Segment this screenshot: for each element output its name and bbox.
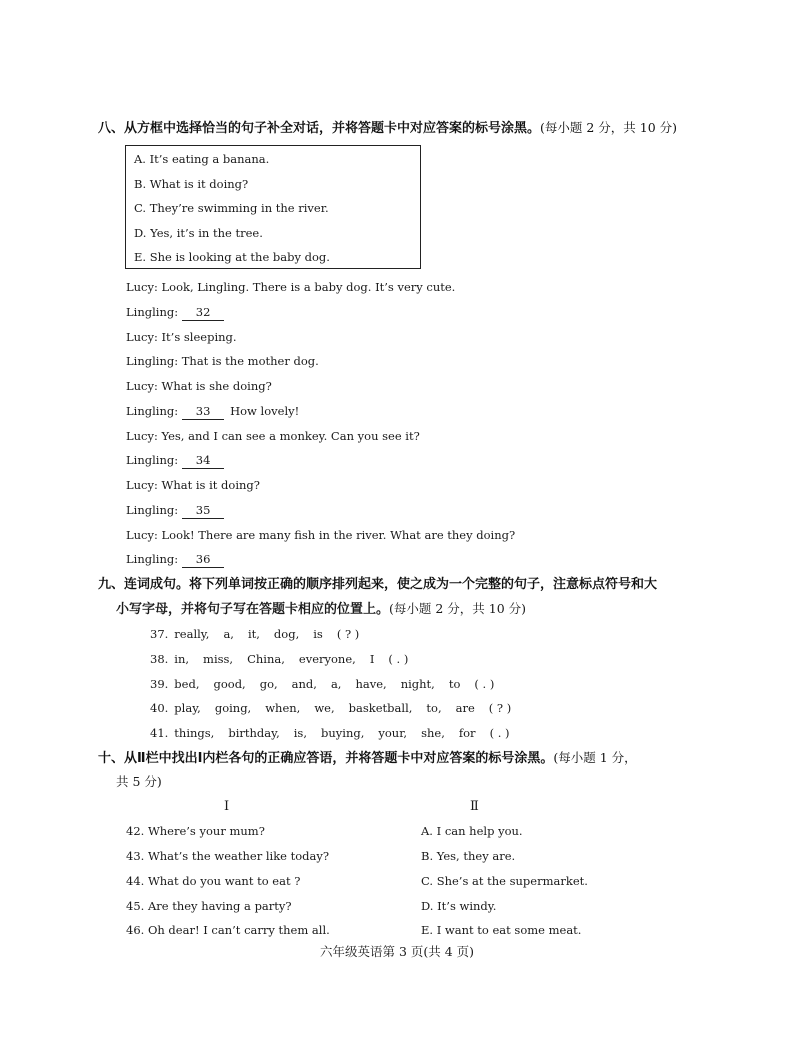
column-1-header: Ⅰ (224, 799, 230, 814)
section8-title: 八、从方框中选择恰当的句子补全对话，并将答题卡中对应答案的标号涂黑。 (98, 121, 541, 136)
word: are (455, 701, 475, 715)
dialogue-after: How lovely! (230, 404, 300, 418)
word: we, (314, 701, 335, 715)
word: basketball, (348, 701, 413, 715)
word: China, (247, 652, 285, 666)
dialogue-line (126, 401, 299, 421)
word: is (313, 627, 323, 641)
section9-title-line2: 小写字母，并将句子写在答题卡相应的位置上。 (116, 602, 390, 617)
section10-note-line1: (每小题 1 分， (553, 750, 637, 765)
answer-blank-36[interactable]: 36 (182, 551, 224, 568)
option-a: A. It’s eating a banana. (134, 152, 270, 166)
option-d: D. Yes, it’s in the tree. (134, 226, 263, 240)
question-39 (150, 674, 508, 694)
dialogue-line (126, 549, 224, 569)
section8-heading (98, 116, 677, 141)
answer-blank-32[interactable]: 32 (182, 304, 224, 321)
match-answer-e: E. I want to eat some meat. (421, 923, 582, 937)
question-number: 41. (150, 726, 169, 740)
dialogue-text: Lucy: What is she doing? (126, 379, 272, 393)
match-question-44: 44. What do you want to eat ? (126, 874, 301, 888)
section10-heading-cont (116, 770, 162, 795)
word: for (458, 726, 476, 740)
dialogue-line (126, 426, 420, 446)
section10-note-line2: 共 5 分) (116, 774, 162, 789)
word: night, (400, 677, 435, 691)
word: going, (214, 701, 252, 715)
dialogue-text: Lucy: Look! There are many fish in the river. What are they doing? (126, 528, 516, 542)
dialogue-line (126, 277, 455, 297)
word: is, (293, 726, 307, 740)
dialogue-text: Lingling: (126, 305, 179, 319)
question-number: 40. (150, 701, 169, 715)
section9-heading-cont (116, 597, 526, 622)
section10-title: 十、从Ⅱ栏中找出Ⅰ内栏各句的正确应答语，并将答题卡中对应答案的标号涂黑。 (98, 751, 554, 766)
punctuation: ( ? ) (488, 701, 512, 715)
dialogue-line (126, 376, 272, 396)
question-37 (150, 624, 373, 644)
word: good, (213, 677, 246, 691)
punctuation: ( . ) (489, 726, 510, 740)
dialogue-line (126, 327, 237, 347)
word: miss, (203, 652, 234, 666)
match-answer-a: A. I can help you. (421, 824, 523, 838)
match-answer-d: D. It’s windy. (421, 899, 497, 913)
word: she, (421, 726, 445, 740)
dialogue-line (126, 475, 260, 495)
section10-heading (98, 746, 637, 771)
question-number: 37. (150, 627, 169, 641)
option-e: E. She is looking at the baby dog. (134, 250, 330, 264)
word: buying, (321, 726, 365, 740)
dialogue-text: Lucy: What is it doing? (126, 478, 260, 492)
answer-blank-34[interactable]: 34 (182, 452, 224, 469)
dialogue-text: Lucy: Yes, and I can see a monkey. Can you see it? (126, 429, 420, 443)
section8-note: (每小题 2 分，共 10 分) (540, 120, 678, 135)
option-box (125, 145, 421, 269)
word: bed, (174, 677, 200, 691)
section9-note: (每小题 2 分，共 10 分) (389, 601, 527, 616)
dialogue-text: Lingling: (126, 404, 179, 418)
word: I (369, 652, 375, 666)
match-answer-b: B. Yes, they are. (421, 849, 516, 863)
word: things, (174, 726, 215, 740)
word: and, (291, 677, 317, 691)
section9-heading (98, 573, 657, 597)
question-38 (150, 649, 422, 669)
match-answer-c: C. She’s at the supermarket. (421, 874, 588, 888)
word: to, (426, 701, 442, 715)
word: it, (247, 627, 260, 641)
option-c: C. They’re swimming in the river. (134, 201, 329, 215)
question-40 (150, 698, 525, 718)
word: to (448, 677, 461, 691)
match-question-42: 42. Where’s your mum? (126, 824, 265, 838)
option-b: B. What is it doing? (134, 177, 249, 191)
question-number: 39. (150, 677, 169, 691)
word: your, (378, 726, 408, 740)
dialogue-line (126, 302, 224, 322)
punctuation: ( . ) (474, 677, 495, 691)
word: a, (330, 677, 342, 691)
match-question-43: 43. What’s the weather like today? (126, 849, 330, 863)
dialogue-text: Lingling: (126, 453, 179, 467)
punctuation: ( . ) (388, 652, 409, 666)
dialogue-text: Lucy: Look, Lingling. There is a baby dog. It’s very cute. (126, 280, 456, 294)
dialogue-line (126, 450, 224, 470)
dialogue-text: Lingling: That is the mother dog. (126, 354, 319, 368)
match-question-46: 46. Oh dear! I can’t carry them all. (126, 923, 330, 937)
column-2-header: Ⅱ (470, 799, 479, 814)
dialogue-line (126, 500, 224, 520)
dialogue-line (126, 525, 515, 545)
section9-title-line1: 九、连词成句。将下列单词按正确的顺序排列起来，使之成为一个完整的句子，注意标点符号和大 (98, 577, 658, 592)
dialogue-line (126, 351, 319, 371)
question-number: 38. (150, 652, 169, 666)
word: when, (265, 701, 301, 715)
word: have, (355, 677, 387, 691)
word: in, (174, 652, 190, 666)
word: birthday, (228, 726, 280, 740)
answer-blank-33[interactable]: 33 (182, 403, 224, 420)
word: dog, (273, 627, 300, 641)
answer-blank-35[interactable]: 35 (182, 502, 224, 519)
word: everyone, (298, 652, 356, 666)
dialogue-text: Lingling: (126, 552, 179, 566)
question-41 (150, 723, 524, 743)
match-question-45: 45. Are they having a party? (126, 899, 292, 913)
dialogue-text: Lucy: It’s sleeping. (126, 330, 237, 344)
word: play, (174, 701, 201, 715)
punctuation: ( ? ) (336, 627, 360, 641)
page-footer: 六年级英语第 3 页(共 4 页) (319, 944, 475, 959)
word: go, (259, 677, 278, 691)
word: really, (174, 627, 210, 641)
word: a, (223, 627, 234, 641)
dialogue-text: Lingling: (126, 503, 179, 517)
